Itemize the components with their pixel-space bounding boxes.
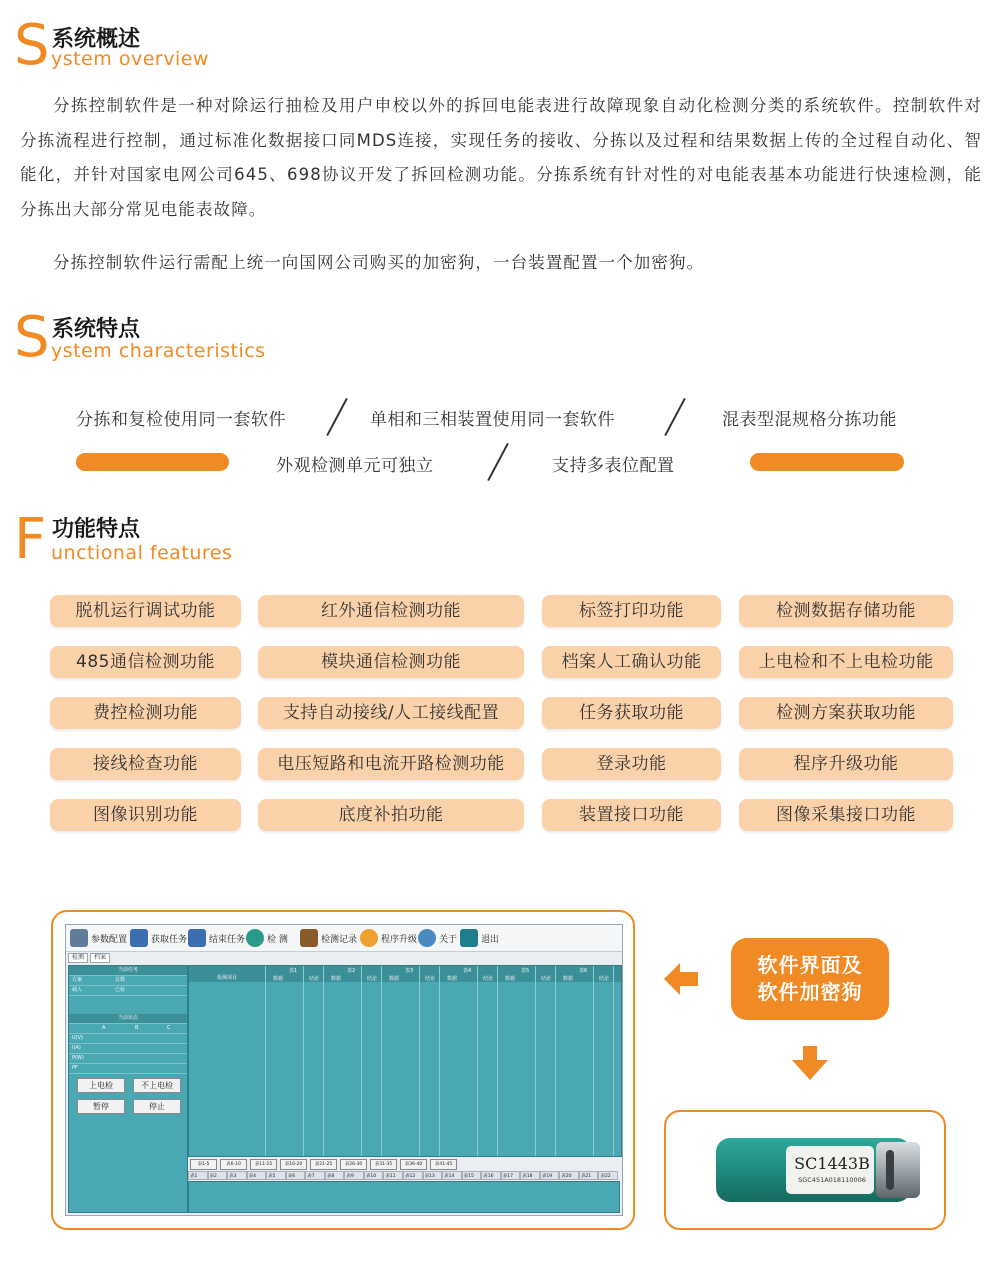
label-line: 软件界面及 xyxy=(757,953,863,977)
feature-tag: 模块通信检测功能 xyxy=(258,646,524,678)
meter-group-button[interactable]: 表16-20 xyxy=(280,1159,307,1170)
feature-tag: 支持自动接线/人工接线配置 xyxy=(258,697,524,729)
cloud-icon xyxy=(360,929,378,947)
feature-tag: 脱机运行调试功能 xyxy=(50,595,241,627)
task-status-panel xyxy=(68,965,188,1213)
feature-tag: 图像识别功能 xyxy=(50,799,241,831)
measure-label: P(W) xyxy=(72,1055,84,1061)
overview-paragraph-1: 分拣控制软件是一种对除运行抽检及用户申校以外的拆回电能表进行故障现象自动化检测分类的系统软件。控制软件对分拣流程进行控制，通过标准化数据接口同MDS连接，实现任务的接收、分拣以及过程和结果数据上传的全过程自动化、智能化，并针对国家电网公司645、698协议开发了拆回检测功能。分拣系统有针对性的对电能表基本功能进行快速检测，能分拣出大部分常见电能表故障。 xyxy=(20,96,982,219)
grid-sub-header: 结论 xyxy=(541,976,552,982)
meter-group-button[interactable]: 表41-45 xyxy=(430,1159,457,1170)
meter-tab[interactable]: 表14 xyxy=(442,1171,462,1180)
grid-sub-header: 数据 xyxy=(563,976,574,982)
section-letter: S xyxy=(14,13,50,78)
toolbar-label: 检测记录 xyxy=(321,934,358,945)
grid-sub-header: 结论 xyxy=(309,976,320,982)
pause-button[interactable]: 暂停 xyxy=(77,1099,125,1114)
row-label: 总数 xyxy=(115,977,126,983)
overview-text-2 xyxy=(20,246,982,281)
feature-tag: 费控检测功能 xyxy=(50,697,241,729)
list-icon xyxy=(130,929,148,947)
feature-tag: 任务获取功能 xyxy=(542,697,721,729)
panel-row xyxy=(69,1034,187,1044)
grid-group-header: 表4 xyxy=(463,968,472,974)
results-grid xyxy=(188,965,622,1157)
grid-line xyxy=(303,966,304,1156)
feature-tag: 标签打印功能 xyxy=(542,595,721,627)
meter-tab[interactable]: 表21 xyxy=(579,1171,599,1180)
meter-tab[interactable]: 表6 xyxy=(286,1171,306,1180)
target-icon xyxy=(246,929,264,947)
measure-label: I(A) xyxy=(72,1045,81,1051)
panel-header: 当前状态 xyxy=(69,1014,187,1024)
grid-first-column-header: 检测项目 xyxy=(217,975,238,981)
meter-tab[interactable]: 表8 xyxy=(325,1171,345,1180)
toolbar-records-button[interactable] xyxy=(300,928,357,948)
feature-tag: 程序升级功能 xyxy=(739,748,953,780)
divider-slash xyxy=(326,398,347,436)
grid-sub-header: 结论 xyxy=(367,976,378,982)
software-screenshot-frame xyxy=(51,910,635,1230)
arrow-down-icon xyxy=(790,1046,830,1082)
grid-sub-header: 数据 xyxy=(447,976,458,982)
stop-button[interactable]: 停止 xyxy=(133,1099,181,1114)
meter-group-button[interactable]: 表6-10 xyxy=(220,1159,247,1170)
dongle-photo-frame xyxy=(664,1110,946,1230)
grid-line xyxy=(535,966,536,1156)
meter-tab[interactable]: 表16 xyxy=(481,1171,501,1180)
panel-row xyxy=(69,1044,187,1054)
toolbar-upgrade-button[interactable] xyxy=(360,928,417,948)
feature-tag: 档案人工确认功能 xyxy=(542,646,721,678)
overview-paragraph-2: 分拣控制软件运行需配上统一向国网公司购买的加密狗，一台装置配置一个加密狗。 xyxy=(53,253,705,272)
meter-group-buttons xyxy=(190,1159,457,1169)
arrow-left-icon xyxy=(662,959,702,999)
grid-line xyxy=(613,966,614,1156)
toolbar-label: 退出 xyxy=(481,934,500,945)
phase-label: B xyxy=(135,1025,139,1031)
meter-group-button[interactable]: 表21-25 xyxy=(310,1159,337,1170)
gear-icon xyxy=(70,929,88,947)
feature-tag: 图像采集接口功能 xyxy=(739,799,953,831)
software-tabs xyxy=(68,953,110,963)
characteristic-item: 混表型混规格分拣功能 xyxy=(722,410,897,430)
overview-text xyxy=(20,89,982,227)
divider-slash xyxy=(487,443,508,481)
grid-sub-header: 结论 xyxy=(599,976,610,982)
phase-label: C xyxy=(167,1025,171,1031)
section-letter: S xyxy=(14,305,50,370)
grid-line xyxy=(419,966,420,1156)
software-toolbar xyxy=(66,925,622,952)
globe-icon xyxy=(418,929,436,947)
section-title-en: unctional features xyxy=(51,542,233,564)
meter-tab[interactable]: 表19 xyxy=(540,1171,560,1180)
grid-line xyxy=(477,966,478,1156)
dongle-model: SC1443B xyxy=(794,1154,870,1173)
grid-line xyxy=(361,966,362,1156)
label-line: 软件加密狗 xyxy=(757,980,863,1004)
grid-sub-header: 数据 xyxy=(389,976,400,982)
toolbar-config-button[interactable] xyxy=(70,928,127,948)
feature-tag: 接线检查功能 xyxy=(50,748,241,780)
list-icon xyxy=(188,929,206,947)
grid-sub-header: 数据 xyxy=(273,976,284,982)
meter-tab[interactable]: 表2 xyxy=(208,1171,228,1180)
toolbar-exit-button[interactable] xyxy=(460,928,499,948)
meter-group-button[interactable]: 表11-15 xyxy=(250,1159,277,1170)
toolbar-label: 程序升级 xyxy=(381,934,418,945)
grid-group-header: 表1 xyxy=(289,968,298,974)
meter-tab[interactable]: 表7 xyxy=(305,1171,325,1180)
panel-row xyxy=(69,1054,187,1064)
grid-line xyxy=(381,966,382,1156)
grid-line xyxy=(265,966,266,1156)
meter-tab[interactable]: 表18 xyxy=(520,1171,540,1180)
characteristic-item: 支持多表位配置 xyxy=(552,456,675,476)
toolbar-label: 检 测 xyxy=(267,934,288,945)
section-title-en: ystem overview xyxy=(51,48,209,70)
dongle-serial: SGC451A018110006 xyxy=(798,1176,866,1184)
decorative-bar xyxy=(76,453,229,471)
row-label: 载入 xyxy=(72,987,83,993)
meter-tab[interactable]: 表5 xyxy=(266,1171,286,1180)
tab-detect[interactable]: 检测 xyxy=(68,953,88,963)
feature-tag: 检测方案获取功能 xyxy=(739,697,953,729)
section-title-en: ystem characteristics xyxy=(51,340,266,362)
meter-group-button[interactable]: 表26-30 xyxy=(340,1159,367,1170)
meter-tab[interactable]: 表11 xyxy=(383,1171,403,1180)
exit-icon xyxy=(460,929,478,947)
toolbar-about-button[interactable] xyxy=(418,928,457,948)
toolbar-label: 参数配置 xyxy=(91,934,128,945)
grid-line xyxy=(323,966,324,1156)
meter-tab[interactable]: 表20 xyxy=(559,1171,579,1180)
characteristic-item: 分拣和复检使用同一套软件 xyxy=(76,410,286,430)
meter-tab[interactable]: 表22 xyxy=(598,1171,618,1180)
measure-label: U(V) xyxy=(72,1035,83,1041)
software-dongle-label xyxy=(731,938,889,1020)
book-icon xyxy=(300,929,318,947)
grid-group-header: 表6 xyxy=(579,968,588,974)
power-on-detect-button[interactable]: 上电检 xyxy=(77,1078,125,1093)
grid-line xyxy=(439,966,440,1156)
toolbar-end-task-button[interactable] xyxy=(188,928,245,948)
decorative-bar xyxy=(750,453,904,471)
meter-group-button[interactable]: 表36-40 xyxy=(400,1159,427,1170)
panel-row xyxy=(69,1024,187,1034)
meter-tab[interactable]: 表9 xyxy=(344,1171,364,1180)
feature-tag: 上电检和不上电检功能 xyxy=(739,646,953,678)
measure-label: PF xyxy=(72,1065,78,1071)
section-title-cn: 系统概述 xyxy=(52,27,141,52)
panel-header: 当前任务 xyxy=(69,966,187,976)
grid-line xyxy=(555,966,556,1156)
toolbar-label: 获取任务 xyxy=(151,934,188,945)
toolbar-label: 结束任务 xyxy=(209,934,246,945)
toolbar-get-task-button[interactable] xyxy=(130,928,187,948)
characteristic-item: 单相和三相装置使用同一套软件 xyxy=(370,410,615,430)
meter-tab[interactable]: 表17 xyxy=(501,1171,521,1180)
meter-tab[interactable]: 表12 xyxy=(403,1171,423,1180)
grid-group-header: 表5 xyxy=(521,968,530,974)
grid-line xyxy=(497,966,498,1156)
meter-tabs xyxy=(188,1171,618,1180)
row-label: 已检 xyxy=(115,987,126,993)
meter-tab[interactable]: 表1 xyxy=(188,1171,208,1180)
grid-sub-header: 结论 xyxy=(483,976,494,982)
toolbar-label: 关于 xyxy=(439,934,458,945)
software-window xyxy=(65,924,623,1216)
grid-sub-header: 结论 xyxy=(425,976,436,982)
tab-archive[interactable]: 档案 xyxy=(90,953,110,963)
section-title-cn: 系统特点 xyxy=(52,317,141,342)
meter-tab[interactable]: 表13 xyxy=(423,1171,443,1180)
feature-tag: 电压短路和电流开路检测功能 xyxy=(258,748,524,780)
feature-tag: 红外通信检测功能 xyxy=(258,595,524,627)
feature-tag: 登录功能 xyxy=(542,748,721,780)
meter-group-button[interactable]: 表31-35 xyxy=(370,1159,397,1170)
feature-tag: 装置接口功能 xyxy=(542,799,721,831)
divider-slash xyxy=(664,398,685,436)
grid-line xyxy=(593,966,594,1156)
grid-group-header: 表2 xyxy=(347,968,356,974)
feature-tag: 485通信检测功能 xyxy=(50,646,241,678)
meter-tab[interactable]: 表3 xyxy=(227,1171,247,1180)
panel-row xyxy=(69,1064,187,1074)
panel-row xyxy=(69,986,187,996)
section-title-cn: 功能特点 xyxy=(52,517,141,542)
characteristic-item: 外观检测单元可独立 xyxy=(276,456,434,476)
row-label: 方案 xyxy=(72,977,83,983)
grid-sub-header: 数据 xyxy=(505,976,516,982)
grid-sub-header: 数据 xyxy=(331,976,342,982)
panel-row xyxy=(69,976,187,986)
toolbar-detect-button[interactable] xyxy=(246,928,288,948)
grid-group-header: 表3 xyxy=(405,968,414,974)
no-power-detect-button[interactable]: 不上电检 xyxy=(133,1078,181,1093)
section-letter: F xyxy=(14,507,47,572)
feature-tag: 底度补拍功能 xyxy=(258,799,524,831)
meter-tab[interactable]: 表10 xyxy=(364,1171,384,1180)
meter-detail-panel xyxy=(188,1181,620,1213)
meter-tab[interactable]: 表15 xyxy=(462,1171,482,1180)
meter-group-button[interactable]: 表1-5 xyxy=(190,1159,217,1170)
meter-tab[interactable]: 表4 xyxy=(247,1171,267,1180)
phase-label: A xyxy=(102,1025,106,1031)
feature-tag: 检测数据存储功能 xyxy=(739,595,953,627)
